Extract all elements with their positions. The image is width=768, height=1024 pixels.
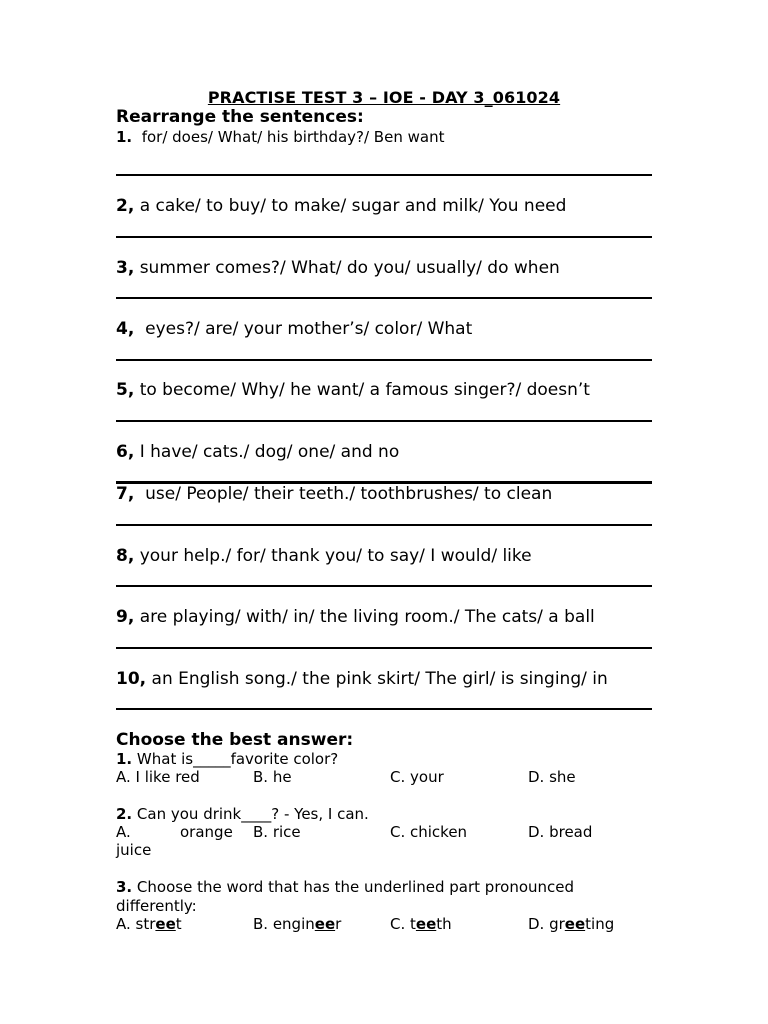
- section-heading-rearrange: Rearrange the sentences:: [116, 107, 364, 127]
- rearrange-item-7: 7, use/ People/ their teeth./ toothbrushes/ to clean: [116, 484, 553, 504]
- mc-q2-option-d[interactable]: D. bread: [528, 823, 593, 841]
- answer-line-3[interactable]: [116, 297, 652, 299]
- mc-q1-option-c[interactable]: C. your: [390, 768, 444, 786]
- answer-line-8[interactable]: [116, 585, 652, 587]
- mc-question-2: 2. Can you drink____? - Yes, I can.: [116, 805, 369, 823]
- mc-q1-option-d[interactable]: D. she: [528, 768, 576, 786]
- answer-line-7[interactable]: [116, 524, 652, 526]
- answer-line-2[interactable]: [116, 236, 652, 238]
- mc-q1-option-b[interactable]: B. he: [253, 768, 292, 786]
- mc-q3-option-c[interactable]: C. teeth: [390, 915, 452, 933]
- rearrange-item-8: 8, your help./ for/ thank you/ to say/ I would/ like: [116, 546, 532, 566]
- mc-q2-option-a-word1[interactable]: orange: [180, 823, 233, 841]
- mc-q2-option-a-label[interactable]: A.: [116, 823, 131, 841]
- answer-line-5[interactable]: [116, 420, 652, 422]
- mc-q3-option-d[interactable]: D. greeting: [528, 915, 615, 933]
- mc-q3-option-b[interactable]: B. engineer: [253, 915, 342, 933]
- mc-question-1: 1. What is_____favorite color?: [116, 750, 339, 768]
- answer-line-4[interactable]: [116, 359, 652, 361]
- rearrange-item-3: 3, summer comes?/ What/ do you/ usually/ do when: [116, 258, 560, 278]
- rearrange-item-4: 4, eyes?/ are/ your mother’s/ color/ What: [116, 319, 473, 339]
- rearrange-item-5: 5, to become/ Why/ he want/ a famous singer?/ doesn’t: [116, 380, 590, 400]
- mc-question-3: 3. Choose the word that has the underlined part pronounced: [116, 878, 575, 896]
- section-heading-choose: Choose the best answer:: [116, 730, 354, 750]
- mc-q3-option-a[interactable]: A. street: [116, 915, 182, 933]
- rearrange-item-10: 10, an English song./ the pink skirt/ The girl/ is singing/ in: [116, 669, 608, 689]
- rearrange-item-9: 9, are playing/ with/ in/ the living room./ The cats/ a ball: [116, 607, 595, 627]
- answer-line-9[interactable]: [116, 647, 652, 649]
- mc-q1-option-a[interactable]: A. I like red: [116, 768, 200, 786]
- rearrange-item-6: 6, I have/ cats./ dog/ one/ and no: [116, 442, 400, 462]
- rearrange-item-1: 1. for/ does/ What/ his birthday?/ Ben want: [116, 128, 445, 146]
- mc-q2-option-b[interactable]: B. rice: [253, 823, 301, 841]
- mc-q2-option-c[interactable]: C. chicken: [390, 823, 468, 841]
- page-title: PRACTISE TEST 3 – IOE - DAY 3_061024: [207, 88, 561, 107]
- rearrange-item-2: 2, a cake/ to buy/ to make/ sugar and milk/ You need: [116, 196, 567, 216]
- answer-line-10[interactable]: [116, 708, 652, 710]
- mc-q2-option-a-word2[interactable]: juice: [116, 841, 152, 859]
- mc-question-3-cont: differently:: [116, 897, 197, 915]
- answer-line-1[interactable]: [116, 174, 652, 176]
